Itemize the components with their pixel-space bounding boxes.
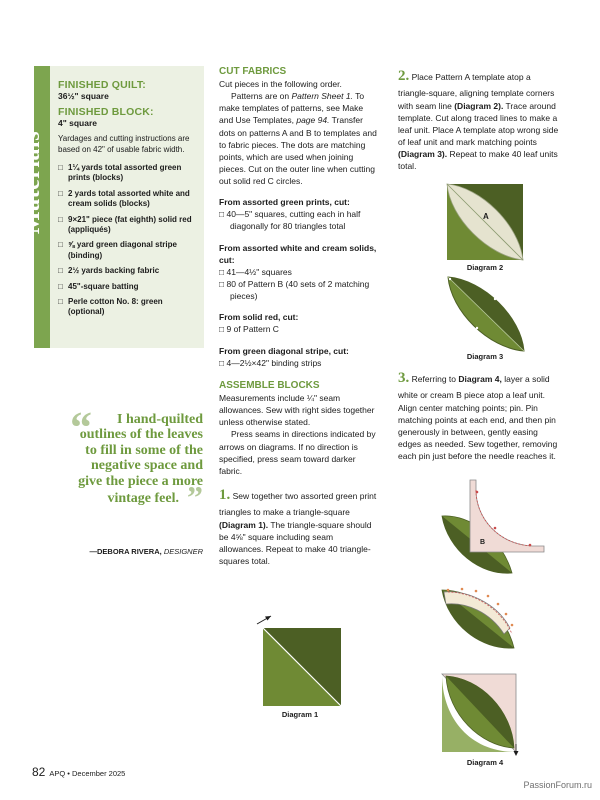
pin-marker <box>497 603 500 606</box>
cut-item: □ 41—4½" squares <box>219 266 292 277</box>
checkbox-icon: □ <box>58 214 63 224</box>
material-item: □ Perle cotton No. 8: green (optional) <box>58 297 163 317</box>
cut-item: □ 40—5" squares, cutting each in half diagonally for 80 triangles total <box>219 209 361 232</box>
designer-role: DESIGNER <box>163 547 203 556</box>
step-3: 3. Referring to Diagram 4, layer a solid white or cream B piece atop a leaf unit. Align center matching points; pin. Pin matching points at each end, and then pin generously in between, gently easing edges as needed. Sew together, removing each pin just before the needle reaches it. <box>398 370 558 462</box>
material-item: □ ⅝ yard green diagonal stripe (binding) <box>58 240 177 260</box>
pin-marker <box>447 589 450 592</box>
step-number: 2. <box>398 68 410 84</box>
finished-quilt-heading: FINISHED QUILT: <box>58 79 146 91</box>
material-item: □ 1¼ yards total assorted green prints (blocks) <box>58 163 182 183</box>
finished-block-heading: FINISHED BLOCK: <box>58 106 154 118</box>
seam-line <box>448 277 524 351</box>
finished-quilt-size: 36½" square <box>58 91 109 101</box>
cut-item: □ 9 of Pattern C <box>219 324 279 335</box>
diagram-3-label: Diagram 3 <box>466 352 504 361</box>
material-item: □ 9×21" piece (fat eighth) solid red (appliqués) <box>58 214 192 235</box>
cut-fabrics-intro: Cut pieces in the following order. <box>219 79 342 89</box>
materials-title: Materials <box>19 130 46 234</box>
checkbox-icon: □ <box>58 240 63 250</box>
pin-marker <box>461 588 464 591</box>
open-quote-icon: “ <box>70 403 92 452</box>
pin-marker <box>487 595 490 598</box>
instructions-column <box>219 66 379 567</box>
diagram-2-label: Diagram 2 <box>466 263 504 272</box>
checkbox-icon: □ <box>58 163 63 173</box>
finished-block-size: 4" square <box>58 118 97 128</box>
assemble-press-note: Press seams in directions indicated by arrows on diagrams. If no direction is specified, press seam toward darker fabric. <box>219 429 376 476</box>
checkbox-icon: □ <box>58 188 63 198</box>
step-number: 1. <box>219 486 231 503</box>
diagram-4-label: Diagram 4 <box>466 758 504 767</box>
diagram-1-label: Diagram 1 <box>281 710 319 719</box>
pin-marker <box>505 613 508 616</box>
matching-point <box>476 327 478 329</box>
cut-fabrics-patterns-paragraph: Patterns are on Pattern Sheet 1. To make templates of patterns, see Make and Use Templates, page 94. Transfer dots on patterns A and B to templates and to fabric pieces. The dots are matching points, which are used when joining pieces. Cut on the outer line when cutting out solid red C circles. <box>219 91 377 187</box>
pull-quote <box>70 403 203 515</box>
cut-group-heading: From assorted green prints, cut: <box>219 197 350 208</box>
step-2: 2. Place Pattern A template atop a triangle-square, aligning template corners with seam line (Diagram 2). Trace around template. Cut along traced lines to make a leaf unit. Place A template atop wrong side of leaf unit and mark matching points (Diagram 3). Repeat to make 40 leaf units total. <box>398 68 559 172</box>
cut-fabrics-heading: CUT FABRICS <box>219 66 287 77</box>
pull-quote-text: I hand-quilted outlines of the leaves to fill in some of the negative space and give the piece a more vintage feel. <box>78 412 203 506</box>
cut-item: □ 80 of Pattern B (40 sets of 2 matching pieces) <box>219 278 370 301</box>
designer-name: —DEBORA RIVERA, <box>89 547 162 556</box>
diagram-4 <box>440 478 550 756</box>
matching-point <box>494 298 496 300</box>
diagram-2 <box>446 183 524 261</box>
material-item: □ 45"-square batting <box>58 281 139 291</box>
checkbox-icon: □ <box>58 281 63 291</box>
cut-group-heading: From green diagonal stripe, cut: <box>219 346 349 357</box>
arrow-head-icon <box>514 751 519 756</box>
pin-marker <box>511 624 514 627</box>
page-number: 82 <box>32 765 46 779</box>
pin-marker <box>476 491 479 494</box>
pin-marker <box>475 590 478 593</box>
diagram-1 <box>255 615 345 710</box>
pin-marker <box>494 527 497 530</box>
assemble-blocks-heading: ASSEMBLE BLOCKS <box>219 379 320 391</box>
matching-point <box>449 278 451 280</box>
cut-item: □ 4—2½×42" binding strips <box>219 358 322 369</box>
pin-marker <box>529 544 532 547</box>
material-item: □ 2½ yards backing fabric <box>58 266 160 276</box>
cut-group-heading: From solid red, cut: <box>219 312 299 323</box>
cut-group-heading: From assorted white and cream solids, cut: <box>219 242 377 265</box>
materials-list <box>58 163 196 318</box>
step-number: 3. <box>398 370 410 386</box>
steps-column <box>398 66 563 172</box>
arrow-head-icon <box>265 616 271 621</box>
assemble-intro: Measurements include ¼" seam allowances. Sew with right sides together unless otherwise stated. <box>219 392 375 428</box>
page-footer <box>32 765 125 779</box>
diagram-3 <box>446 275 526 353</box>
checkbox-icon: □ <box>58 297 63 306</box>
close-quote-icon: ” <box>179 478 203 515</box>
magazine-issue: APQ • December 2025 <box>49 769 126 778</box>
yardage-note: Yardages and cutting instructions are based on 42" of usable fabric width. <box>58 134 190 154</box>
step-1: 1. Sew together two assorted green print triangles to make a triangle-square (Diagram 1). The triangle-square should be 4⅝" square including seam allowances. Repeat to make 40 triangle-squares total. <box>219 486 377 566</box>
checkbox-icon: □ <box>58 266 63 276</box>
template-letter: A <box>483 212 489 221</box>
watermark: PassionForum.ru <box>523 780 592 790</box>
materials-box <box>50 66 204 348</box>
steps-column-lower <box>398 368 563 462</box>
piece-letter: B <box>480 539 486 546</box>
material-item: □ 2 yards total assorted white and cream solids (blocks) <box>58 188 190 209</box>
quote-attribution <box>70 547 203 556</box>
